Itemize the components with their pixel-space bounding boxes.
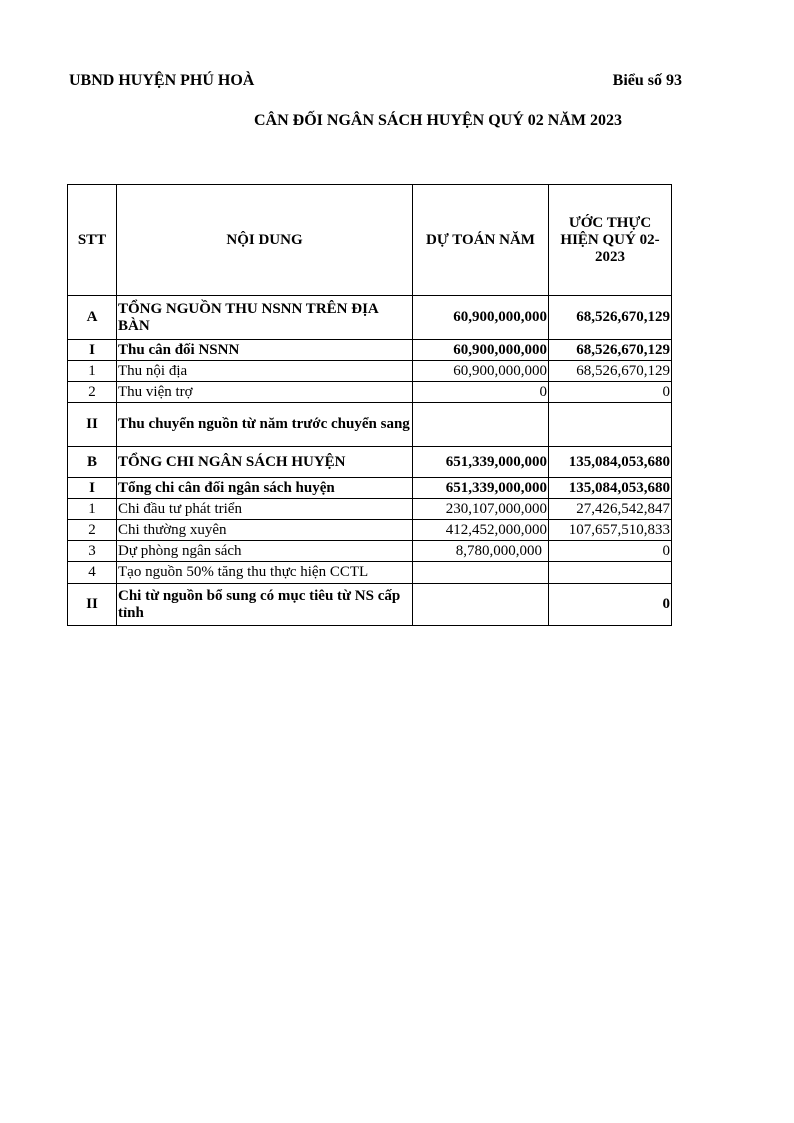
row-content: Dự phòng ngân sách — [117, 541, 413, 562]
row-q2-estimate: 0 — [549, 541, 672, 562]
column-header-content: NỘI DUNG — [117, 185, 413, 296]
table-row — [68, 340, 672, 361]
form-number-container — [560, 72, 682, 90]
row-annual-estimate: 0 — [413, 382, 549, 403]
row-annual-estimate — [413, 562, 549, 584]
row-annual-estimate: 60,900,000,000 — [413, 340, 549, 361]
row-content: TỔNG NGUỒN THU NSNN TRÊN ĐỊA BÀN — [117, 296, 413, 340]
row-annual-estimate — [413, 403, 549, 447]
row-stt: B — [68, 447, 117, 478]
row-annual-estimate: 60,900,000,000 — [413, 296, 549, 340]
row-q2-estimate: 0 — [549, 584, 672, 626]
row-q2-estimate: 107,657,510,833 — [549, 520, 672, 541]
row-q2-estimate: 135,084,053,680 — [549, 478, 672, 499]
table-row — [68, 296, 672, 340]
column-header-q2-estimate: ƯỚC THỰC HIỆN QUÝ 02-2023 — [549, 185, 672, 296]
table-row — [68, 499, 672, 520]
row-q2-estimate: 135,084,053,680 — [549, 447, 672, 478]
table-row — [68, 403, 672, 447]
row-content: Tạo nguồn 50% tăng thu thực hiện CCTL — [117, 562, 413, 584]
row-annual-estimate: 651,339,000,000 — [413, 478, 549, 499]
row-annual-estimate: 8,780,000,000 — [413, 541, 549, 562]
table-row — [68, 478, 672, 499]
row-stt: I — [68, 340, 117, 361]
row-annual-estimate: 230,107,000,000 — [413, 499, 549, 520]
row-stt: 2 — [68, 382, 117, 403]
table-row — [68, 382, 672, 403]
row-content: Chi từ nguồn bổ sung có mục tiêu từ NS cấp tỉnh — [117, 584, 413, 626]
row-content: Chi đầu tư phát triển — [117, 499, 413, 520]
table-row — [68, 584, 672, 626]
row-annual-estimate: 651,339,000,000 — [413, 447, 549, 478]
table-row — [68, 562, 672, 584]
form-number: Biểu số 93 — [612, 72, 682, 89]
budget-table — [67, 184, 672, 626]
row-content: Thu nội địa — [117, 361, 413, 382]
row-annual-estimate: 60,900,000,000 — [413, 361, 549, 382]
row-content: TỔNG CHI NGÂN SÁCH HUYỆN — [117, 447, 413, 478]
organization-name: UBND HUYỆN PHÚ HOÀ — [69, 72, 255, 89]
row-stt: I — [68, 478, 117, 499]
row-stt: II — [68, 584, 117, 626]
row-content: Thu chuyển nguồn từ năm trước chuyển sang — [117, 403, 413, 447]
table-row — [68, 447, 672, 478]
column-header-annual-estimate: DỰ TOÁN NĂM — [413, 185, 549, 296]
table-row — [68, 520, 672, 541]
row-stt: 4 — [68, 562, 117, 584]
row-stt: 1 — [68, 361, 117, 382]
row-q2-estimate: 68,526,670,129 — [549, 361, 672, 382]
row-q2-estimate: 68,526,670,129 — [549, 296, 672, 340]
row-q2-estimate: 68,526,670,129 — [549, 340, 672, 361]
row-content: Thu viện trợ — [117, 382, 413, 403]
row-content: Thu cân đối NSNN — [117, 340, 413, 361]
row-stt: A — [68, 296, 117, 340]
document-title: CÂN ĐỐI NGÂN SÁCH HUYỆN QUÝ 02 NĂM 2023 — [254, 112, 622, 129]
row-content: Chi thường xuyên — [117, 520, 413, 541]
row-annual-estimate — [413, 584, 549, 626]
row-content: Tổng chi cân đối ngân sách huyện — [117, 478, 413, 499]
row-q2-estimate: 0 — [549, 382, 672, 403]
row-stt: 2 — [68, 520, 117, 541]
row-stt: II — [68, 403, 117, 447]
row-q2-estimate: 27,426,542,847 — [549, 499, 672, 520]
row-annual-estimate: 412,452,000,000 — [413, 520, 549, 541]
table-row — [68, 541, 672, 562]
row-stt: 1 — [68, 499, 117, 520]
table-header-row — [68, 185, 672, 296]
table-row — [68, 361, 672, 382]
row-stt: 3 — [68, 541, 117, 562]
row-q2-estimate — [549, 562, 672, 584]
column-header-stt: STT — [68, 185, 117, 296]
row-q2-estimate — [549, 403, 672, 447]
